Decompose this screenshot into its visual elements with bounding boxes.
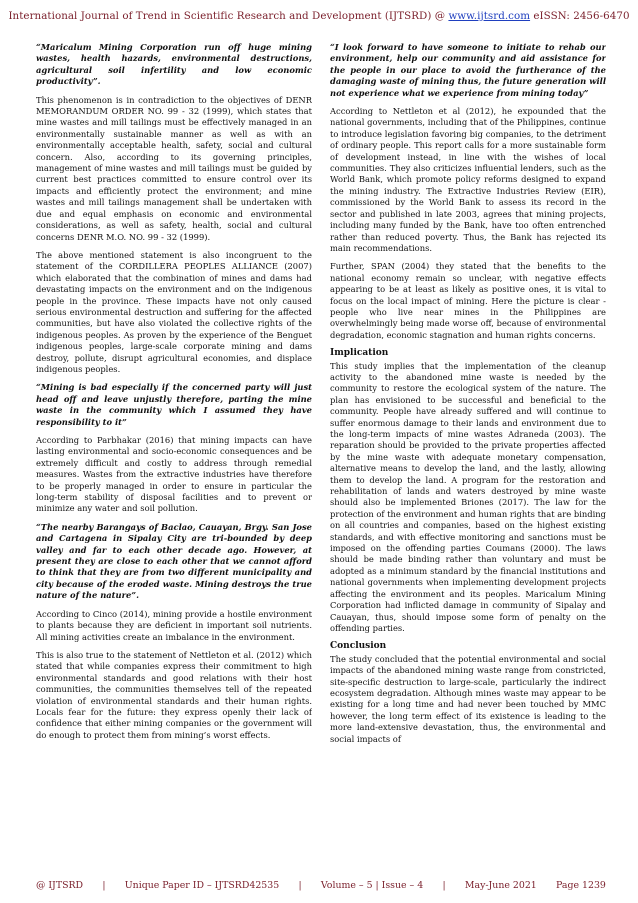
body-paragraph: The above mentioned statement is also incongruent to the statement of the CORDILLERA PEOPLES ALLIANCE (2007) which elaborated that the combination of mines and dams had devastating impacts on the environment and on the indigenous people in the province. These impacts have not only caused serious environmental destruction and suffering for the affected communities, but have also violated the collective rights of the indigenous peoples. As proven by the experience of the Benguet indigenous peoples, large-scale corporate mining and dams destroy, pollute, disrupt agricultural economies, and displace indigenous peoples. [36, 249, 312, 374]
quote-paragraph: “The nearby Barangays of Baclao, Cauayan, Brgy. San Jose and Cartagena in Sipalay City are tri-bounded by deep valley and far to each other decade ago. However, at present they are close to each other that we cannot afford to think that they are from two different municipality and city because of the eroded waste. Mining destroys the true nature of the nature”. [36, 521, 312, 601]
quote-paragraph: “Maricalum Mining Corporation run off huge mining wastes, health hazards, environmental destructions, agricultural soil infertility and low economic productivity”. [36, 42, 312, 87]
journal-title: International Journal of Trend in Scientific Research and Development (IJTSRD) [8, 10, 432, 22]
footer-separator: | [442, 880, 446, 891]
body-paragraph: According to Parbhakar (2016) that mining impacts can have lasting environmental and socio-economic consequences and be extremely difficult and costly to address through remedial measures. Wastes from the extractive industries have therefore to be properly managed in order to ensure in particular the long-term stability of disposal facilities and to prevent or minimize any water and soil pollution. [36, 435, 312, 514]
section-heading-implication: Implication [330, 348, 389, 359]
footer-volume: Volume – 5 | Issue – 4 [320, 880, 424, 891]
footer-date: May-June 2021 [464, 880, 537, 891]
left-column [36, 42, 312, 864]
section-heading-conclusion: Conclusion [330, 641, 387, 652]
journal-website-link[interactable]: www.ijtsrd.com [448, 10, 531, 22]
footer-paper-id: Unique Paper ID – IJTSRD42535 [124, 880, 280, 891]
body-paragraph: According to Nettleton et al (2012), he expounded that the national governments, including that of the Philippines, continue to introduce legislation favoring big companies, to the detriment of ordinary people. This report calls for a more sustainable form of development instead, in line with the wishes of local communities. They also criticizes influential lenders, such as the World Bank, which promote policy reforms designed to expand the mining industry. The Extractive Industries Review (EIR), commissioned by the World Bank to assess its record in the sector and published in late 2003, agrees that mining projects, including many funded by the Bank, have too often entrenched rather than reduced poverty. Thus, the Bank has rejected its main recommendations. [330, 106, 606, 253]
right-column [330, 42, 606, 864]
footer-separator: | [298, 880, 302, 891]
footer-ijtsrd: @ IJTSRD [36, 880, 84, 891]
body-paragraph: This phenomenon is in contradiction to the objectives of DENR MEMORANDUM ORDER NO. 99 - 32 (1999), which states that mine wastes and mill tailings must be effectively managed in an environmentally sustainable manner as well as with an environmentally acceptable health, safety, social and cultural concern. Also, according to its governing principles, management of mine wastes and mill tailings must be guided by current best practices committed to ensure control over its impacts and efficiently protect the environment; and mine wastes and mill tailings management shall be undertaken with due and equal emphasis on economic and environmental considerations, as well as safety, health, social and cultural concerns DENR M.O. NO. 99 - 32 (1999). [36, 94, 312, 242]
body-paragraph: According to Cinco (2014), mining provide a hostile environment to plants because they are deficient in important soil nutrients. All mining activities create an imbalance in the environment. [36, 608, 312, 642]
body-paragraph: The study concluded that the potential environmental and social impacts of the abandoned mining waste range from constricted, site-specific destruction to large-scale, particularly the indirect ecosystem degradation. Although mines waste may appear to be existing for a long time and had never been touched by MMC however, the long term effect of its existence is leading to the more land-extensive devastation, thus, the environmental and social impacts of [330, 653, 606, 744]
body-paragraph: Further, SPAN (2004) they stated that the benefits to the national economy remain so unclear, with negative effects appearing to be at least as likely as positive ones, it is vital to focus on the local impact of mining. Here the picture is clear - people who live near mines in the Philippines are overwhelmingly being made worse off, because of environmental degradation, economic stagnation and human rights concerns. [330, 261, 606, 340]
footer-page-number: Page 1239 [556, 880, 606, 891]
eissn: eISSN: 2456-6470 [533, 10, 630, 22]
journal-header [0, 10, 638, 22]
quote-paragraph: “I look forward to have someone to initiate to rehab our environment, help our community and aid assistance for the people in our place to avoid the furtherance of the damaging waste of mining thus, the future generation will not experience what we experience from mining today” [330, 42, 606, 98]
quote-paragraph: “Mining is bad especially if the concerned party will just head off and leave unjustly therefore, parting the mine waste in the community which I assumed they have responsibility to it” [36, 382, 312, 427]
at-sign: @ [434, 10, 446, 22]
body-paragraph: This is also true to the statement of Nettleton et al. (2012) which stated that while companies express their commitment to high environmental standards and good relations with their host communities, the communities themselves tell of the repeated violation of environmental standards and their human rights. Locals fear for the future: they express openly their lack of confidence that either mining companies or the government will do enough to protect them from mining’s worst effects. [36, 649, 312, 740]
body-paragraph: This study implies that the implementation of the cleanup activity to the abandoned mine waste is needed by the community to restore the ecological system of the nature. The plan has envisioned to be successful and beneficial to the community. People have already suffered and will continue to suffer enormous damage to their lands and environment due to the long-term impacts of mine wastes Adraneda (2003). The reparation should be provided to the private properties affected by the mine waste with adequate monetary compensation, alternative means to develop the land, and the lastly, allowing them to develop the land. A program for the restoration and rehabilitation of lands and waters destroyed by mine waste should also be implemented Briones (2017). The law for the protection of the environment and human rights that are binding on all countries and companies, based on the highest existing standards, and with effective monitoring and sanctions must be imposed on the offending parties Coumans (2000). The laws should be made binding rather than voluntary and must be adopted as a minimum standard by the financial institutions and national governments when implementing development projects affecting the environment and its peoples. Maricalum Mining Corporation had inflicted damage in community of Sipalay and Cauayan, thus, should impose some form of penalty on the offending parties. [330, 360, 606, 633]
page-footer [36, 880, 606, 891]
footer-separator: | [102, 880, 106, 891]
